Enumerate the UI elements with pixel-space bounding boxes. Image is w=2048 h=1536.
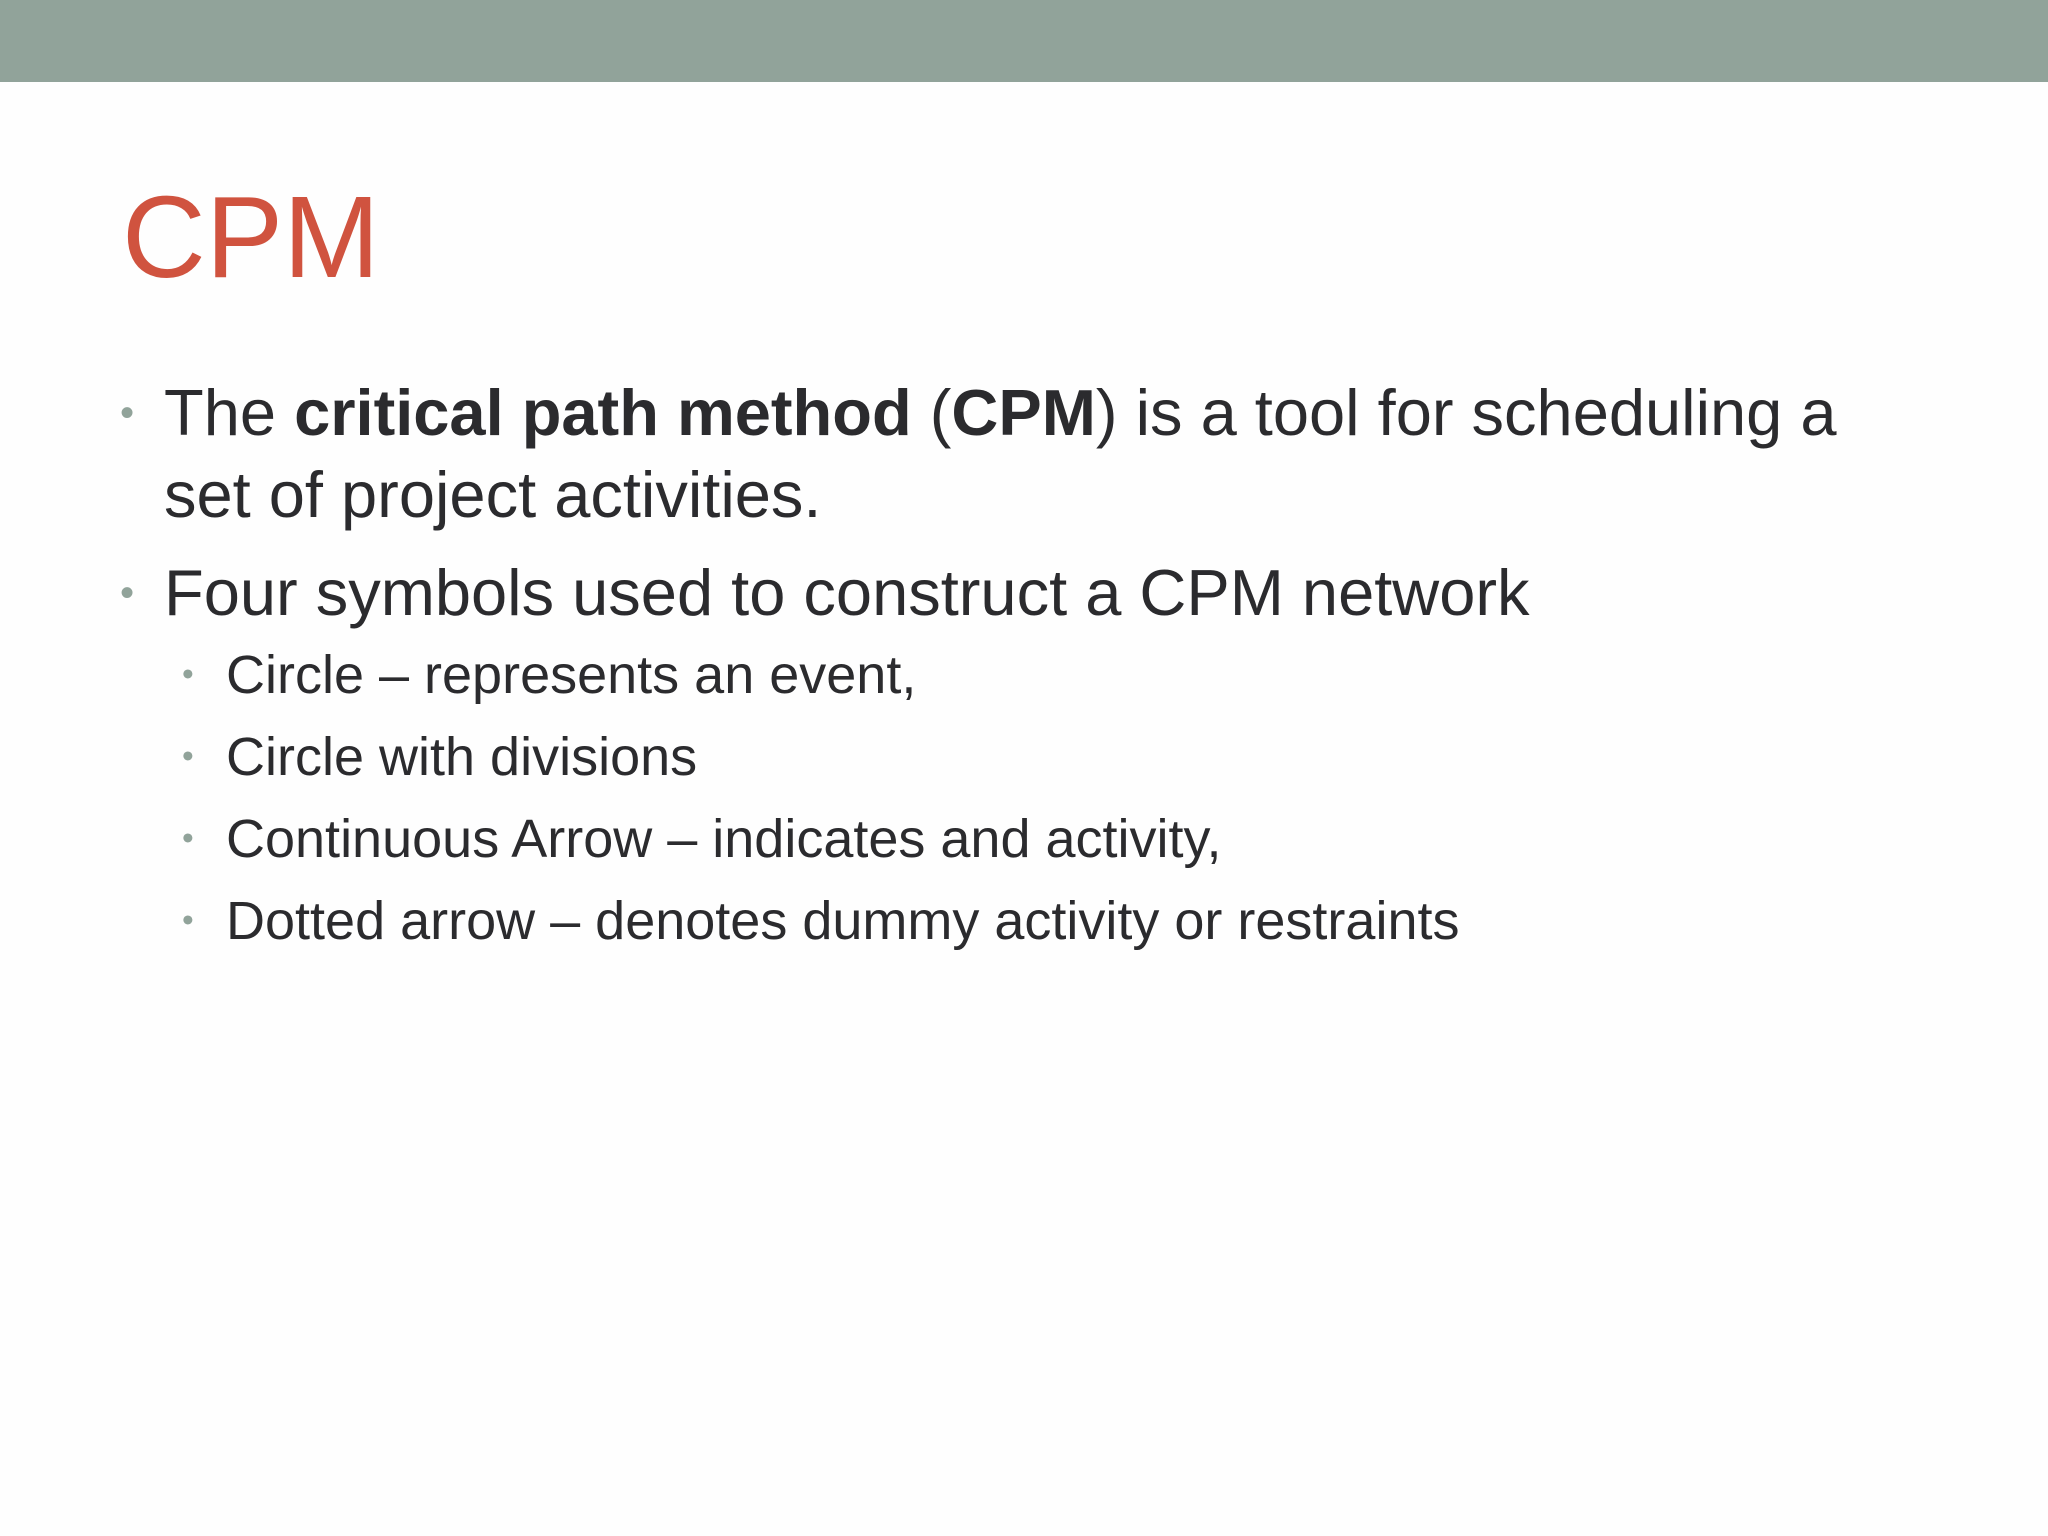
sub-bullet-text: Circle – represents an event, [226,645,917,705]
bullet-text: ) is a tool for scheduling a set of project activities. [164,376,1837,531]
bullet-item-cpm-definition [118,372,1938,536]
sub-bullet-text: Circle with divisions [226,727,698,787]
sub-bullet-text: Continuous Arrow – indicates and activity, [226,809,1222,869]
bullet-list [118,372,1938,962]
top-accent-bar [0,0,2048,82]
bold-acronym: CPM [951,376,1096,449]
sub-bullet-item-circle [180,634,1938,716]
sub-bullet-item-circle-divisions [180,716,1938,798]
sub-bullet-text: Dotted arrow – denotes dummy activity or restraints [226,891,1460,951]
bullet-dot-icon: • [182,820,194,857]
bullet-dot-icon: • [120,390,135,435]
bullet-text: ( [911,376,952,449]
bullet-text: The [164,376,295,449]
slide-title: CPM [122,172,380,302]
bullet-dot-icon: • [182,902,194,939]
bullet-dot-icon: • [182,656,194,693]
bullet-text: Four symbols used to construct a CPM network [164,556,1530,629]
sub-bullet-item-dotted-arrow [180,880,1938,962]
bullet-dot-icon: • [120,570,135,615]
bullet-dot-icon: • [182,738,194,775]
sub-bullet-item-continuous-arrow [180,798,1938,880]
bold-term: critical path method [294,376,912,449]
bullet-item-four-symbols [118,552,1938,634]
